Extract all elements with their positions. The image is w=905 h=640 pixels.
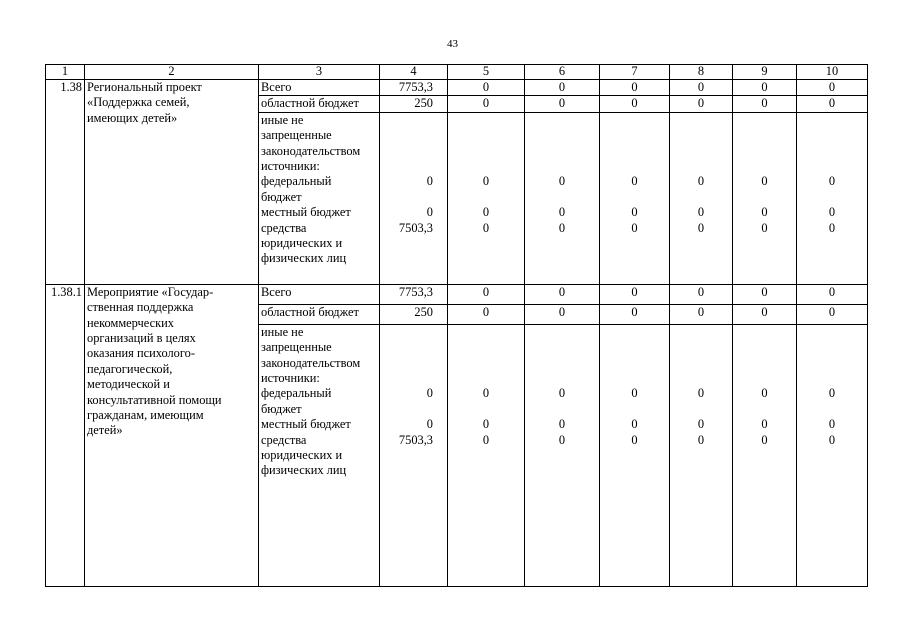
value-cell-stack [380,324,448,586]
value-cell: 0 [448,284,525,304]
value-local: 0 [697,417,705,432]
value-local: 0 [426,205,433,220]
value-legal: 0 [482,432,490,447]
value-legal: 0 [558,432,566,447]
value-local: 0 [631,205,638,220]
page-number: 43 [447,38,458,50]
source-label-line: законодательством [261,355,361,370]
source-label-other [259,324,380,586]
value-local: 0 [558,417,566,432]
value-federal: 0 [761,386,768,401]
value-cell: 7753,3 [380,284,448,304]
column-number: 3 [259,65,380,80]
value-federal: 0 [482,386,490,401]
source-label-regional: областной бюджет [259,304,380,324]
value-cell: 0 [797,96,868,112]
table-body [46,80,868,587]
value-cell: 0 [448,80,525,96]
value-cell: 0 [600,96,670,112]
source-label-line: местный бюджет [261,205,351,220]
row-title-line: методической и [87,377,170,392]
value-cell-stack [600,112,670,284]
value-federal: 0 [558,386,566,401]
value-cell: 0 [448,96,525,112]
value-local: 0 [482,417,490,432]
value-cell-stack [733,112,797,284]
source-label-line: физических лиц [261,251,347,266]
source-label-line: федеральный [261,386,332,401]
column-number-row [46,65,868,80]
value-cell: 0 [525,96,600,112]
value-cell: 0 [525,284,600,304]
value-cell: 0 [733,80,797,96]
value-cell: 250 [380,304,448,324]
value-local: 0 [631,417,638,432]
source-label-line: источники: [261,158,320,173]
value-cell: 0 [448,304,525,324]
value-cell-stack [600,324,670,586]
table-row-total [46,284,868,304]
value-legal: 7503,3 [398,432,433,447]
source-label-line: юридических и [261,235,343,250]
row-index: 1.38.1 [46,284,85,586]
source-label-line: федеральный [261,174,332,189]
value-cell-stack [380,112,448,284]
value-cell: 0 [670,284,733,304]
value-local: 0 [828,417,836,432]
row-title-line: консультативной помощи [87,392,222,407]
value-legal: 0 [697,432,705,447]
value-cell: 250 [380,96,448,112]
row-title [85,80,259,285]
value-cell-stack [448,324,525,586]
value-local: 0 [761,205,768,220]
row-title-line: оказания психолого- [87,346,195,361]
value-cell-stack [448,112,525,284]
value-legal: 7503,3 [398,220,433,235]
value-cell: 0 [600,80,670,96]
row-title-line: детей» [87,423,123,438]
value-federal: 0 [761,174,768,189]
source-label-line: юридических и [261,447,343,462]
value-local: 0 [558,205,566,220]
value-legal: 0 [558,220,566,235]
source-label-line: средства [261,220,307,235]
value-federal: 0 [697,174,705,189]
value-legal: 0 [828,220,836,235]
value-local: 0 [697,205,705,220]
value-legal: 0 [761,432,768,447]
row-title-line: Региональный проект [87,80,202,94]
value-cell: 0 [733,304,797,324]
column-number: 6 [525,65,600,80]
value-legal: 0 [697,220,705,235]
column-number: 7 [600,65,670,80]
row-index: 1.38 [46,80,85,285]
value-cell: 0 [670,304,733,324]
column-number: 4 [380,65,448,80]
value-cell: 0 [797,304,868,324]
row-title-line: имеющих детей» [87,110,178,125]
value-legal: 0 [828,432,836,447]
table-row-total [46,80,868,96]
value-cell: 0 [733,96,797,112]
value-cell: 0 [797,284,868,304]
value-cell-stack [670,324,733,586]
column-number: 5 [448,65,525,80]
column-number: 1 [46,65,85,80]
row-title-line: «Поддержка семей, [87,95,190,110]
source-label-line: запрещенные [261,340,332,355]
value-cell: 0 [797,80,868,96]
column-number: 8 [670,65,733,80]
value-federal: 0 [426,386,433,401]
row-title-line: гражданам, имеющим [87,408,204,423]
value-cell: 0 [525,304,600,324]
value-legal: 0 [631,432,638,447]
source-label-line: источники: [261,370,320,385]
value-legal: 0 [761,220,768,235]
source-label-line: физических лиц [261,463,347,478]
row-title-line: некоммерческих [87,315,174,330]
value-cell: 0 [525,80,600,96]
source-label-line: средства [261,432,307,447]
value-federal: 0 [697,386,705,401]
value-federal: 0 [828,386,836,401]
value-federal: 0 [828,174,836,189]
column-number: 10 [797,65,868,80]
value-cell: 0 [733,284,797,304]
value-federal: 0 [426,174,433,189]
value-cell: 7753,3 [380,80,448,96]
value-legal: 0 [631,220,638,235]
value-federal: 0 [558,174,566,189]
value-cell-stack [525,324,600,586]
value-federal: 0 [631,174,638,189]
source-label-total: Всего [259,284,380,304]
value-cell: 0 [600,284,670,304]
source-label-total: Всего [259,80,380,96]
value-cell-stack [525,112,600,284]
source-label-line: бюджет [261,401,302,416]
row-title-line: педагогической, [87,361,173,376]
source-label-line: местный бюджет [261,417,351,432]
source-label-line: иные не [261,112,304,127]
value-cell-stack [797,112,868,284]
value-cell: 0 [670,96,733,112]
value-cell-stack [670,112,733,284]
source-label-line: запрещенные [261,128,332,143]
value-federal: 0 [631,386,638,401]
column-number: 9 [733,65,797,80]
value-legal: 0 [482,220,490,235]
row-title [85,284,259,586]
budget-table [45,64,868,587]
value-local: 0 [426,417,433,432]
value-cell-stack [797,324,868,586]
source-label-other [259,112,380,284]
value-cell: 0 [670,80,733,96]
row-title-line: Мероприятие «Государ- [87,284,214,299]
value-local: 0 [828,205,836,220]
source-label-regional: областной бюджет [259,96,380,112]
value-local: 0 [482,205,490,220]
source-label-line: законодательством [261,143,361,158]
column-number: 2 [85,65,259,80]
value-cell-stack [733,324,797,586]
source-label-line: бюджет [261,189,302,204]
value-local: 0 [761,417,768,432]
source-label-line: иные не [261,324,304,339]
row-title-line: организаций в целях [87,331,196,346]
value-federal: 0 [482,174,490,189]
row-title-line: ственная поддержка [87,300,194,315]
value-cell: 0 [600,304,670,324]
